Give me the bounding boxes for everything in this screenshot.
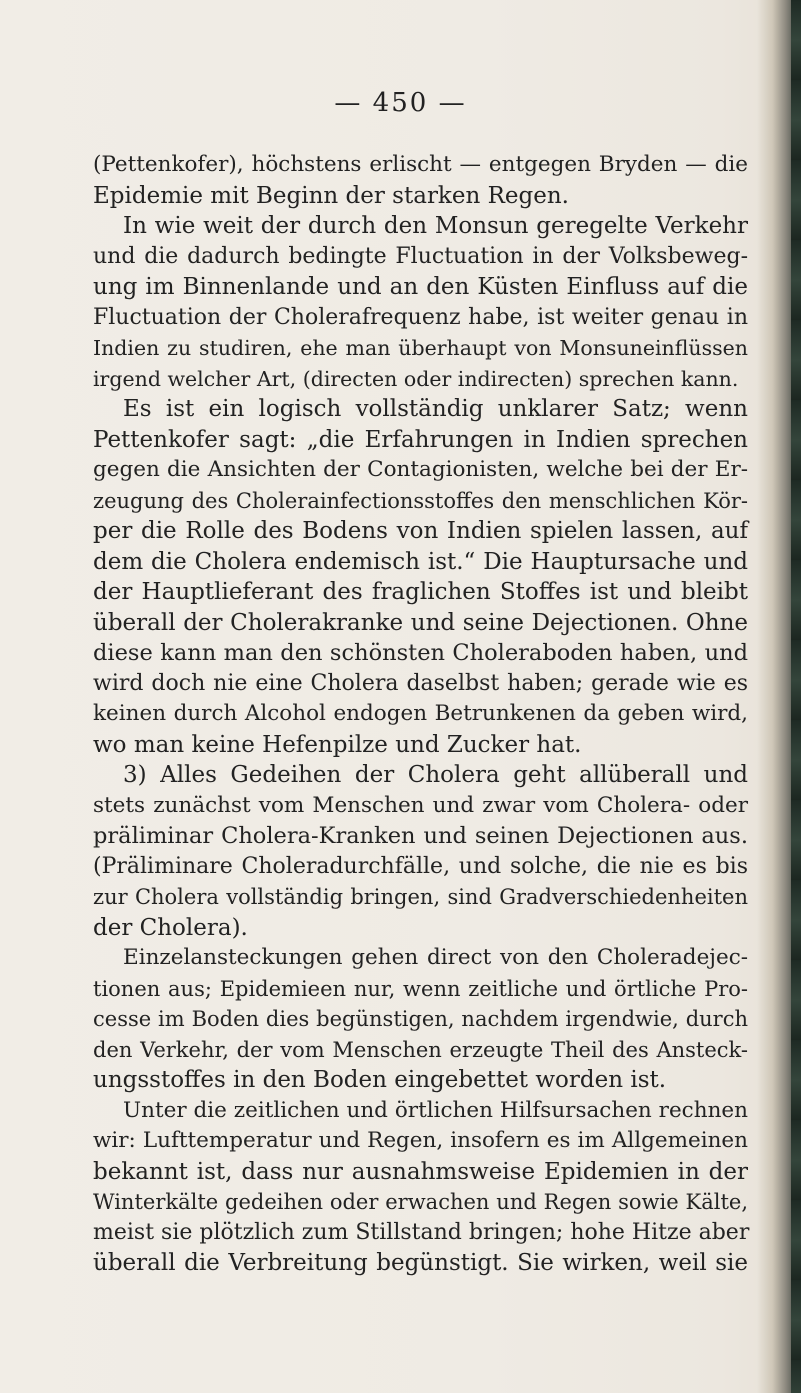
text-line: zur Cholera vollständig bringen, sind Gradverschiedenheiten (93, 885, 748, 909)
text-line: überall der Cholerakranke und seine Dejectionen. Ohne (93, 609, 748, 636)
text-line: diese kann man den schönsten Choleraboden haben, und (93, 640, 748, 666)
text-line: tionen aus; Epidemieen nur, wenn zeitliche und örtliche Pro- (93, 976, 748, 1001)
text-line: irgend welcher Art, (directen oder indirecten) sprechen kann. (93, 366, 739, 391)
text-line: gegen die Ansichten der Contagionisten, welche bei der Er- (93, 457, 748, 482)
text-line: Es ist ein logisch vollständig unklarer Satz; wenn (123, 396, 748, 422)
text-line: dem die Cholera endemisch ist.“ Die Hauptursache und (93, 548, 748, 575)
text-line: Pettenkofer sagt: „die Erfahrungen in Indien sprechen (93, 426, 748, 453)
text-line: wir: Lufttemperatur und Regen, insofern es im Allgemeinen (93, 1128, 748, 1153)
text-line: Epidemie mit Beginn der starken Regen. (93, 182, 569, 209)
text-line: meist sie plötzlich zum Stillstand bringen; hohe Hitze aber (93, 1219, 750, 1245)
text-line: cesse im Boden dies begünstigen, nachdem irgendwie, durch (93, 1007, 748, 1031)
text-line: und die dadurch bedingte Fluctuation in der Volksbeweg- (93, 243, 748, 269)
text-line: (Präliminare Choleradurchfälle, und solche, die nie es bis (93, 853, 748, 879)
text-line: Einzelansteckungen gehen direct von den Choleradejec- (123, 945, 748, 970)
text-line: Winterkälte gedeihen oder erwachen und Regen sowie Kälte, (93, 1190, 748, 1214)
text-line: per die Rolle des Bodens von Indien spielen lassen, auf (93, 518, 748, 544)
text-line: der Hauptlieferant des fraglichen Stoffes ist und bleibt (93, 579, 748, 605)
body-text (93, 150, 748, 1279)
text-line: (Pettenkofer), höchstens erlischt — entgegen Bryden — die (93, 152, 748, 177)
text-line: präliminar Cholera-Kranken und seinen Dejectionen aus. (93, 823, 748, 849)
text-line: wo man keine Hefenpilze und Zucker hat. (93, 731, 582, 758)
text-line: 3) Alles Gedeihen der Cholera geht allüberall und (123, 762, 748, 788)
text-line: zeugung des Cholerainfectionsstoffes den menschlichen Kör- (93, 488, 748, 513)
text-line: keinen durch Alcohol endogen Betrunkenen da geben wird, (93, 701, 748, 726)
text-line: Indien zu studiren, ehe man überhaupt von Monsuneinflüssen (93, 336, 748, 360)
text-line: ung im Binnenlande und an den Küsten Einfluss auf die (93, 274, 748, 300)
text-line: ungsstoffes in den Boden eingebettet worden ist. (93, 1067, 667, 1093)
text-line: Fluctuation der Cholerafrequenz habe, ist weiter genau in (93, 304, 748, 330)
text-line: der Cholera). (93, 914, 248, 941)
text-line: bekannt ist, dass nur ausnahmsweise Epidemien in der (93, 1158, 748, 1185)
text-line: überall die Verbreitung begünstigt. Sie wirken, weil sie (93, 1250, 748, 1276)
text-line: wird doch nie eine Cholera daselbst haben; gerade wie es (93, 670, 748, 696)
text-line: Unter die zeitlichen und örtlichen Hilfsursachen rechnen (123, 1097, 748, 1123)
page-number: — 450 — (334, 88, 467, 118)
text-line: stets zunächst vom Menschen und zwar vom Cholera- oder (93, 792, 748, 818)
text-line: den Verkehr, der vom Menschen erzeugte Theil des Ansteck- (93, 1037, 748, 1062)
book-binding-edge (791, 0, 801, 1393)
text-line: In wie weit der durch den Monsun geregelte Verkehr (123, 213, 748, 239)
